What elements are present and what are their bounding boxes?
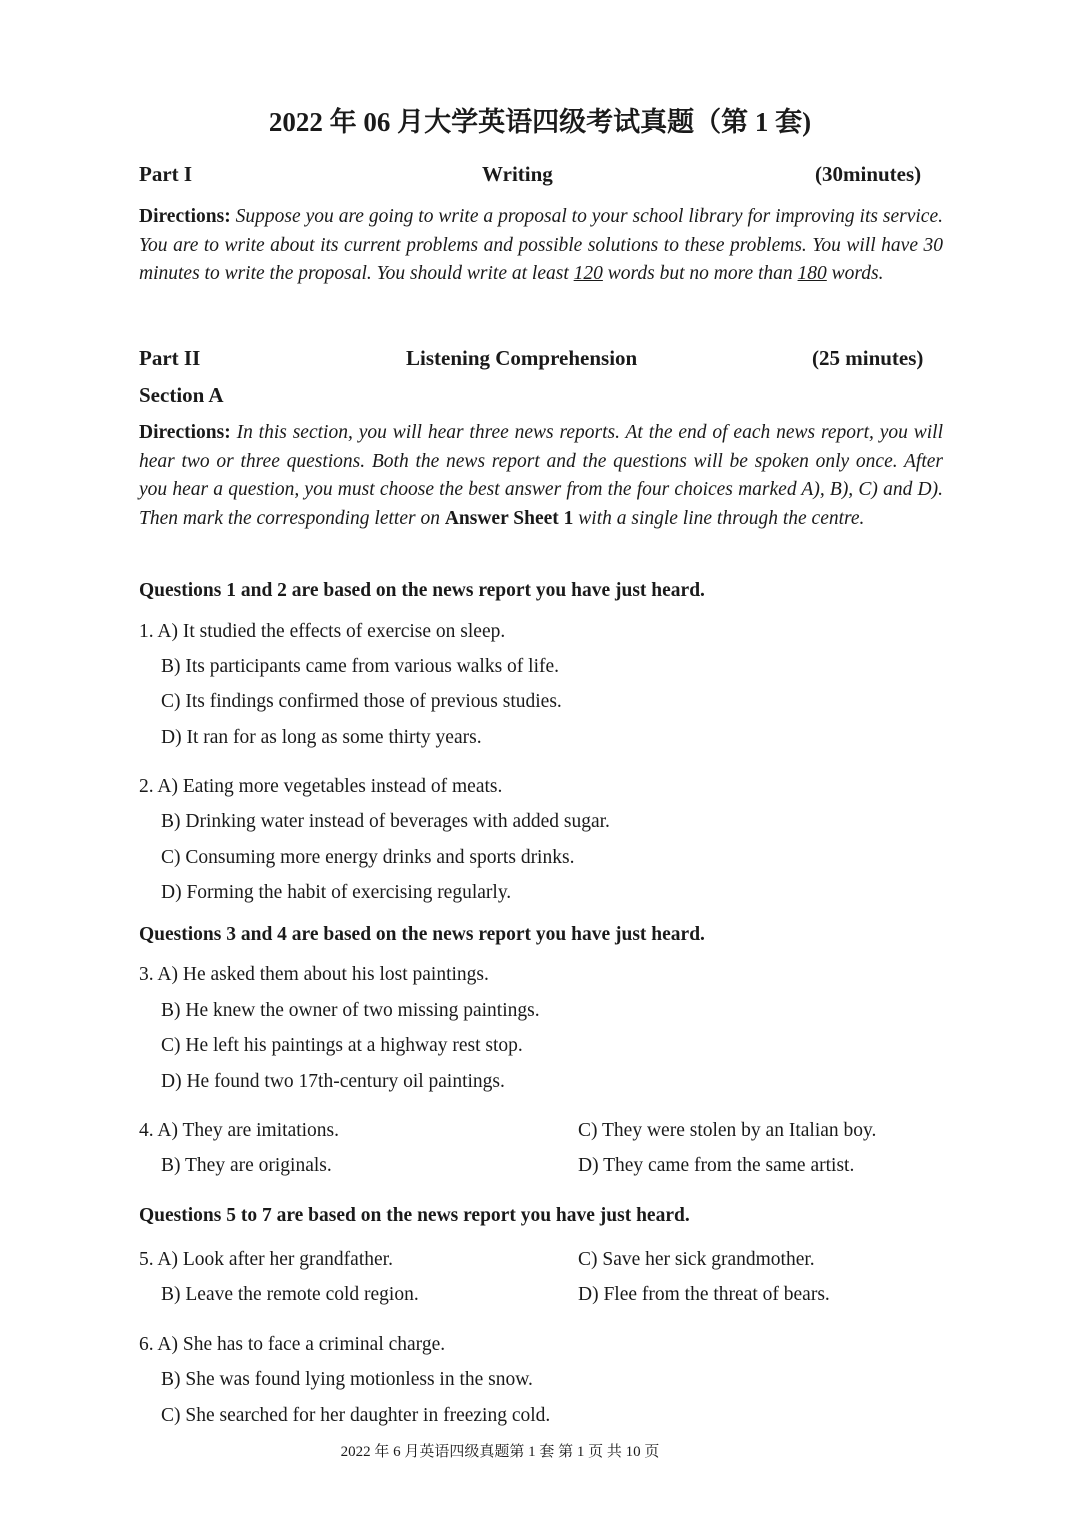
directions-text: with a single line through the centre. [573, 507, 865, 529]
question-2-option-c: C) Consuming more energy drinks and sports drinks. [161, 847, 575, 868]
question-1-option-c: C) Its findings confirmed those of previous studies. [161, 691, 562, 712]
question-3-option-c: C) He left his paintings at a highway rest stop. [161, 1035, 523, 1056]
page-title: 2022 年 06 月大学英语四级考试真题（第 1 套) [268, 107, 812, 137]
question-6-option-b: B) She was found lying motionless in the snow. [161, 1369, 533, 1390]
section-label: Section A [139, 383, 224, 407]
question-6-option-a: 6. A) She has to face a criminal charge. [139, 1334, 446, 1355]
directions-label: Directions: [139, 206, 231, 227]
question-4-option-c: C) They were stolen by an Italian boy. [578, 1120, 877, 1141]
question-group-heading: Questions 3 and 4 are based on the news report you have just heard. [139, 924, 705, 945]
question-1-option-d: D) It ran for as long as some thirty years. [161, 727, 482, 748]
question-1-option-a: 1. A) It studied the effects of exercise on sleep. [139, 621, 506, 642]
question-1-option-b: B) Its participants came from various walks of life. [161, 656, 560, 677]
question-4-option-a: 4. A) They are imitations. [139, 1120, 340, 1141]
question-5-option-b: B) Leave the remote cold region. [161, 1284, 419, 1305]
directions-text: words but no more than [602, 263, 798, 284]
page-footer: 2022 年 6 月英语四级真题第 1 套 第 1 页 共 10 页 [340, 1444, 660, 1460]
part-label: Part I [139, 162, 193, 186]
part-time: (25 minutes) [812, 346, 924, 370]
part-time: (30minutes) [815, 162, 922, 186]
question-2-option-a: 2. A) Eating more vegetables instead of meats. [139, 776, 503, 797]
min-words: 120 [573, 263, 603, 284]
question-3-option-d: D) He found two 17th-century oil paintings. [161, 1071, 505, 1092]
question-5-option-d: D) Flee from the threat of bears. [578, 1284, 830, 1305]
question-2-option-b: B) Drinking water instead of beverages with added sugar. [161, 811, 610, 832]
directions-writing [139, 203, 943, 289]
question-5-option-a: 5. A) Look after her grandfather. [139, 1249, 393, 1270]
part-label: Part II [139, 346, 201, 370]
directions-label: Directions: [139, 422, 231, 443]
question-4-option-d: D) They came from the same artist. [578, 1155, 855, 1176]
max-words: 180 [797, 263, 827, 284]
part-name: Listening Comprehension [406, 346, 638, 370]
question-6-option-c: C) She searched for her daughter in freezing cold. [161, 1405, 551, 1426]
question-3-option-b: B) He knew the owner of two missing paintings. [161, 1000, 540, 1021]
directions-text: In this section, you will hear three news reports. At the end of each news report, you will hear two or three questions. Both the news report and the questions will be spoken only once. After you hear a question, you must choose the best answer from the four choices marked A), B), C) and D). Then mark the corresponding letter on [139, 422, 943, 529]
part-name: Writing [482, 162, 553, 186]
question-3-option-a: 3. A) He asked them about his lost paintings. [139, 964, 489, 985]
question-5-option-c: C) Save her sick grandmother. [578, 1249, 815, 1270]
question-group-heading: Questions 1 and 2 are based on the news report you have just heard. [139, 580, 705, 601]
question-group-heading: Questions 5 to 7 are based on the news report you have just heard. [139, 1205, 690, 1226]
directions-text: Suppose you are going to write a proposal to your school library for improving its service. You are to write about its current problems and possible solutions to these problems. You will have 30 minutes to write the proposal. You should write at least [139, 206, 943, 284]
directions-text: words. [826, 263, 884, 284]
question-4-option-b: B) They are originals. [161, 1155, 332, 1176]
directions-listening [139, 419, 943, 533]
answer-sheet-label: Answer Sheet 1 [444, 507, 574, 529]
question-2-option-d: D) Forming the habit of exercising regularly. [161, 882, 512, 903]
